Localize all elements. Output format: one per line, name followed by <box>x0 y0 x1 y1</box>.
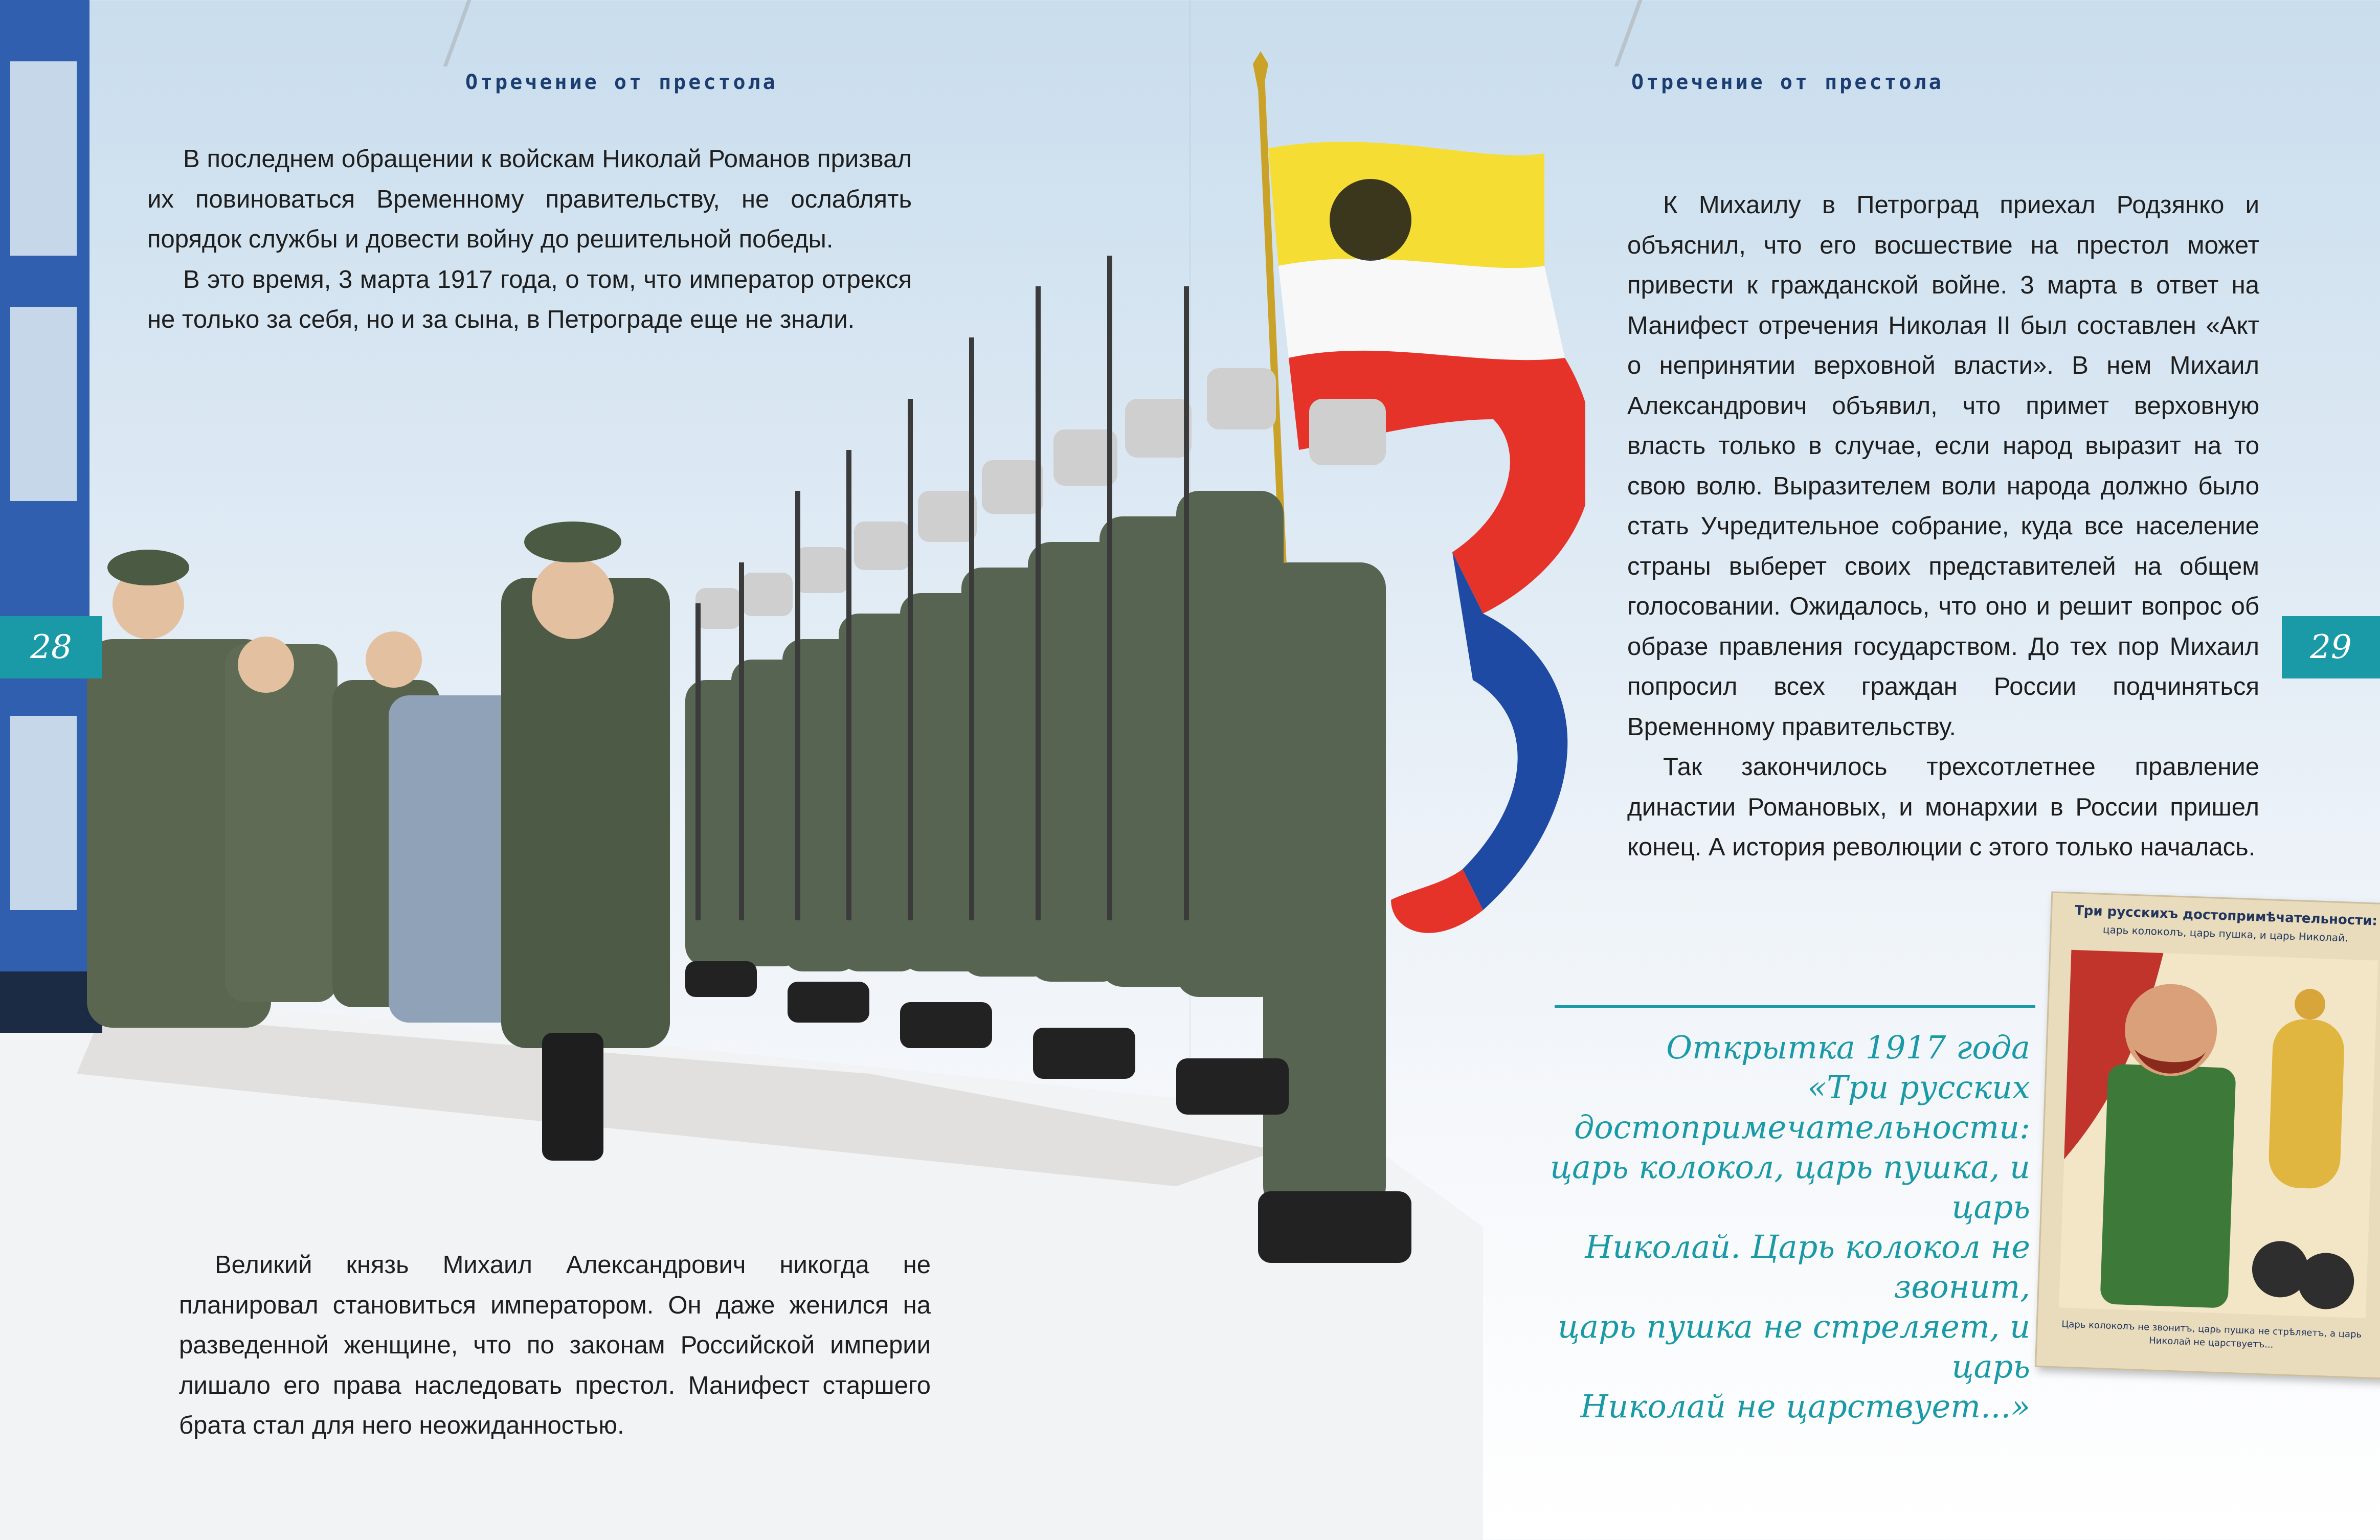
postcard-image <box>2035 891 2380 1379</box>
page-number-right: 29 <box>2282 616 2380 678</box>
postcard-caption <box>1483 1028 2030 1426</box>
caption-line: Николай. Царь колокол не звонит, <box>1585 1228 2030 1305</box>
caption-divider <box>1555 1005 2035 1008</box>
postcard-subtitle: царь колоколъ, царь пушка, и царь Николай. <box>2102 923 2348 944</box>
mikhail-text-block <box>179 1245 931 1446</box>
caption-line: царь пушка не стреляет, и царь <box>1557 1308 2030 1385</box>
caption-line: Открытка 1917 года <box>1666 1029 2030 1066</box>
right-paragraph: К Михаилу в Петроград приехал Родзянко и объяснил, что его восшествие на престол может привести к гражданской войне. 3 марта в ответ на Манифест отречения Николая II был составлен «Акт о непринятии верховной власти». В нем Михаил Александрович объявил, что примет верховную власть только в случае, если народ выразит на то свою волю. Выразителем воли народа должно было стать Учредительное собрание, куда все население страны выберет своих представителей на общем голосовании. Ожидалось, что оно и решит вопрос об образе правления государством. До тех пор Михаил попросил всех граждан России подчиняться Временному правительству. <box>1627 191 2259 741</box>
page-number-left: 28 <box>0 616 102 678</box>
caption-line: Николай не царствует...» <box>1580 1388 2030 1425</box>
intro-paragraph: В последнем обращении к войскам Николай Романов призвал их повиноваться Временному правительству, не ослаблять порядок службы и довести войну до решительной победы. <box>147 145 912 253</box>
header-slash-right <box>1614 0 1642 66</box>
caption-line: «Три русских достопримечательности: <box>1574 1069 2030 1146</box>
right-paragraph: Так закончилось трехсотлетнее правление династии Романовых, и монархии в России пришел конец. А история революции с этого только началась. <box>1627 753 2259 861</box>
running-title-right: Отречение от престола <box>1631 71 1944 94</box>
intro-text-block <box>147 139 912 340</box>
running-title-left: Отречение от престола <box>465 71 778 94</box>
caption-line: царь колокол, царь пушка, и царь <box>1550 1148 2030 1226</box>
postcard-artwork <box>2036 893 2380 1377</box>
right-text-block <box>1627 185 2259 868</box>
intro-paragraph: В это время, 3 марта 1917 года, о том, что император отрекся не только за себя, но и за сына, в Петрограде еще не знали. <box>147 265 912 333</box>
postcard-title: Три русскихъ достопримѣчательности: <box>2074 902 2378 929</box>
postcard-footer: Царь колоколъ не звонитъ, царь пушка не стрѣляетъ, а царь Николай не царствуетъ... <box>2061 1319 2362 1350</box>
mikhail-paragraph: Великий князь Михаил Александрович никогда не планировал становиться императором. Он даже женился на разведенной женщине, что по законам Российской империи лишало его права наследовать престол. Манифест старшего брата стал для него неожиданностью. <box>179 1251 931 1439</box>
